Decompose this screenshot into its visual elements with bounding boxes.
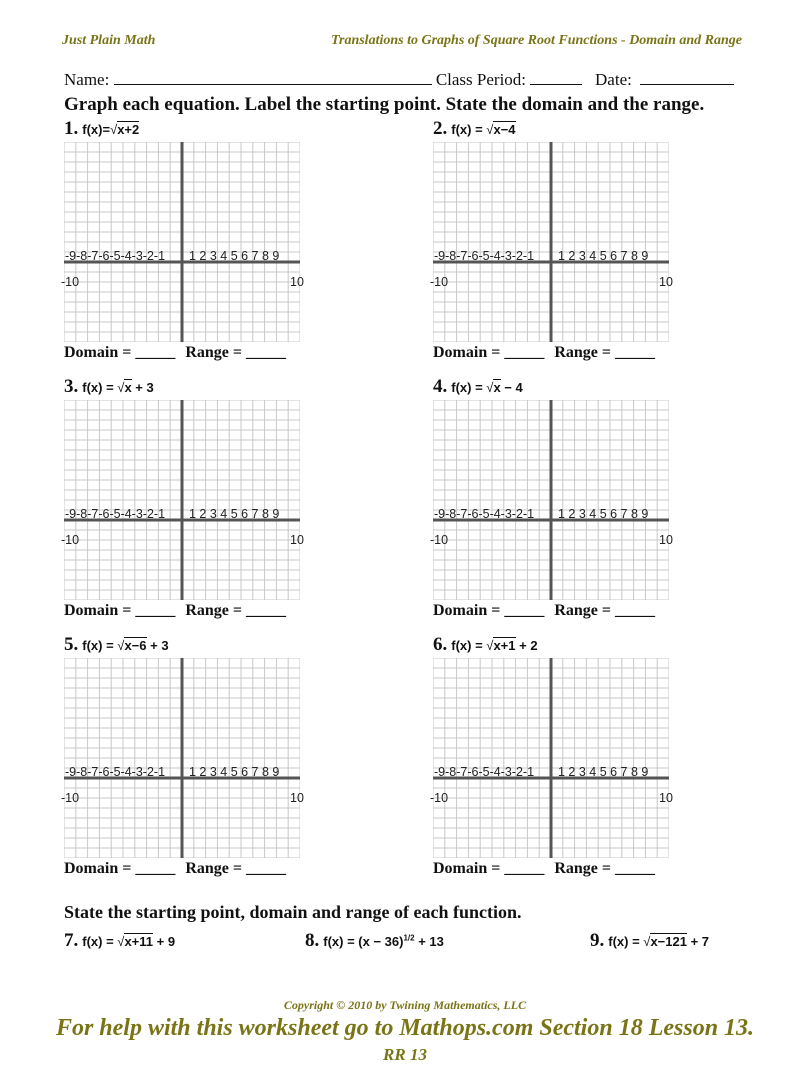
radicand: x−6 bbox=[124, 638, 147, 653]
x-axis-right-end: 10 bbox=[659, 533, 673, 547]
problem-number: 6. bbox=[433, 634, 448, 655]
radicand: x−121 bbox=[650, 934, 687, 949]
problem-number: 1. bbox=[64, 118, 79, 139]
x-axis-left-end: -10 bbox=[61, 275, 80, 289]
radical-sign: √ bbox=[117, 380, 125, 395]
x-axis-right-end: 10 bbox=[659, 791, 673, 805]
x-axis-left-end: -10 bbox=[430, 533, 449, 547]
range-label: Range = _____ bbox=[185, 860, 287, 877]
graph-area bbox=[433, 400, 669, 600]
coordinate-grid[interactable] bbox=[433, 400, 669, 600]
graph-area bbox=[64, 658, 300, 858]
section2-title: State the starting point, domain and range of each function. bbox=[64, 902, 522, 922]
range-label: Range = _____ bbox=[554, 860, 656, 877]
x-axis-negative-labels: -9-8-7-6-5-4-3-2-1 bbox=[65, 765, 166, 779]
formula-suffix: − 4 bbox=[500, 380, 523, 395]
radicand: x+2 bbox=[117, 122, 140, 137]
x-axis-positive-labels: 1 2 3 4 5 6 7 8 9 bbox=[189, 507, 280, 521]
coordinate-grid[interactable] bbox=[64, 142, 300, 342]
exponent: 1/2 bbox=[403, 933, 415, 943]
domain-label: Domain = _____ bbox=[64, 344, 176, 361]
formula-suffix: + 13 bbox=[414, 934, 444, 949]
radical-sign: √ bbox=[110, 122, 118, 137]
x-axis-positive-labels: 1 2 3 4 5 6 7 8 9 bbox=[189, 765, 280, 779]
formula-suffix: + 2 bbox=[515, 638, 538, 653]
x-axis-left-end: -10 bbox=[61, 533, 80, 547]
x-axis-positive-labels: 1 2 3 4 5 6 7 8 9 bbox=[558, 765, 649, 779]
coordinate-grid[interactable] bbox=[64, 400, 300, 600]
problem-title bbox=[64, 634, 169, 656]
class-period-blank bbox=[530, 70, 582, 85]
problem-number: 3. bbox=[64, 376, 79, 397]
function-problem bbox=[590, 930, 709, 952]
worksheet-code: RR 13 bbox=[383, 1045, 427, 1064]
domain-range-line bbox=[64, 602, 286, 620]
graph-area bbox=[64, 142, 300, 342]
function-formula bbox=[82, 122, 139, 137]
radical-sign: √ bbox=[117, 934, 125, 949]
radicand: x bbox=[124, 380, 132, 395]
function-formula bbox=[451, 380, 522, 395]
range-label: Range = _____ bbox=[554, 344, 656, 361]
x-axis-negative-labels: -9-8-7-6-5-4-3-2-1 bbox=[434, 507, 535, 521]
x-axis-left-end: -10 bbox=[61, 791, 80, 805]
formula-suffix: + 7 bbox=[686, 934, 709, 949]
graph-area bbox=[64, 400, 300, 600]
x-axis-negative-labels: -9-8-7-6-5-4-3-2-1 bbox=[434, 765, 535, 779]
function-formula bbox=[323, 934, 444, 949]
x-axis-negative-labels: -9-8-7-6-5-4-3-2-1 bbox=[65, 249, 166, 263]
radical-sign: √ bbox=[643, 934, 651, 949]
radical-sign: √ bbox=[486, 380, 494, 395]
problem-number: 8. bbox=[305, 930, 320, 951]
formula-prefix: f(x) = (x − 36) bbox=[323, 934, 404, 949]
problem-title bbox=[433, 118, 516, 140]
problem-title bbox=[64, 118, 139, 140]
x-axis-right-end: 10 bbox=[290, 275, 304, 289]
x-axis-right-end: 10 bbox=[290, 533, 304, 547]
domain-range-line bbox=[433, 344, 655, 362]
domain-label: Domain = _____ bbox=[433, 344, 545, 361]
domain-label: Domain = _____ bbox=[64, 860, 176, 877]
function-problem bbox=[305, 930, 444, 952]
problem-title bbox=[433, 376, 523, 398]
name-line bbox=[64, 70, 734, 90]
x-axis-positive-labels: 1 2 3 4 5 6 7 8 9 bbox=[189, 249, 280, 263]
x-axis-positive-labels: 1 2 3 4 5 6 7 8 9 bbox=[558, 507, 649, 521]
graph-area bbox=[433, 142, 669, 342]
domain-range-line bbox=[64, 860, 286, 878]
function-formula bbox=[451, 638, 537, 653]
formula-prefix: f(x) = bbox=[82, 934, 118, 949]
x-axis-right-end: 10 bbox=[290, 791, 304, 805]
x-axis-left-end: -10 bbox=[430, 791, 449, 805]
formula-prefix: f(x) = bbox=[608, 934, 644, 949]
formula-prefix: f(x)= bbox=[82, 122, 111, 137]
formula-prefix: f(x) = bbox=[82, 638, 118, 653]
problem-number: 2. bbox=[433, 118, 448, 139]
name-label: Name: bbox=[64, 70, 110, 89]
function-formula bbox=[82, 380, 153, 395]
radicand: x−4 bbox=[493, 122, 516, 137]
function-formula bbox=[451, 122, 515, 137]
x-axis-right-end: 10 bbox=[659, 275, 673, 289]
problem-title bbox=[433, 634, 538, 656]
instructions: Graph each equation. Label the starting point. State the domain and the range. bbox=[64, 94, 705, 115]
header-left: Just Plain Math bbox=[62, 33, 156, 48]
domain-range-line bbox=[433, 602, 655, 620]
formula-prefix: f(x) = bbox=[451, 380, 487, 395]
problem-number: 4. bbox=[433, 376, 448, 397]
domain-label: Domain = _____ bbox=[64, 602, 176, 619]
name-blank bbox=[114, 70, 432, 85]
function-formula bbox=[82, 638, 168, 653]
radical-sign: √ bbox=[486, 638, 494, 653]
coordinate-grid[interactable] bbox=[433, 658, 669, 858]
radicand: x bbox=[493, 380, 501, 395]
domain-range-line bbox=[64, 344, 286, 362]
formula-suffix: + 3 bbox=[131, 380, 154, 395]
range-label: Range = _____ bbox=[185, 602, 287, 619]
copyright: Copyright © 2010 by Twining Mathematics, LLC bbox=[283, 998, 527, 1012]
formula-prefix: f(x) = bbox=[82, 380, 118, 395]
x-axis-left-end: -10 bbox=[430, 275, 449, 289]
radical-sign: √ bbox=[486, 122, 494, 137]
radical-sign: √ bbox=[117, 638, 125, 653]
graph-area bbox=[433, 658, 669, 858]
coordinate-grid[interactable] bbox=[64, 658, 300, 858]
formula-prefix: f(x) = bbox=[451, 638, 487, 653]
coordinate-grid[interactable] bbox=[433, 142, 669, 342]
header-right: Translations to Graphs of Square Root Functions - Domain and Range bbox=[330, 33, 742, 48]
range-label: Range = _____ bbox=[185, 344, 287, 361]
problem-number: 5. bbox=[64, 634, 79, 655]
radicand: x+11 bbox=[124, 934, 154, 949]
formula-suffix: + 9 bbox=[153, 934, 176, 949]
x-axis-negative-labels: -9-8-7-6-5-4-3-2-1 bbox=[65, 507, 166, 521]
formula-suffix: + 3 bbox=[146, 638, 169, 653]
radicand: x+1 bbox=[493, 638, 516, 653]
domain-label: Domain = _____ bbox=[433, 860, 545, 877]
function-problem bbox=[64, 930, 175, 952]
formula-prefix: f(x) = bbox=[451, 122, 487, 137]
help-text: For help with this worksheet go to Mathops.com Section 18 Lesson 13. bbox=[55, 1015, 755, 1041]
date-blank bbox=[640, 70, 734, 85]
problem-number: 7. bbox=[64, 930, 79, 951]
problem-number: 9. bbox=[590, 930, 605, 951]
class-period-label: Class Period: bbox=[435, 70, 527, 89]
range-label: Range = _____ bbox=[554, 602, 656, 619]
x-axis-positive-labels: 1 2 3 4 5 6 7 8 9 bbox=[558, 249, 649, 263]
date-label: Date: bbox=[595, 70, 632, 89]
function-formula bbox=[82, 934, 175, 949]
domain-label: Domain = _____ bbox=[433, 602, 545, 619]
function-formula bbox=[608, 934, 709, 949]
x-axis-negative-labels: -9-8-7-6-5-4-3-2-1 bbox=[434, 249, 535, 263]
domain-range-line bbox=[433, 860, 655, 878]
problem-title bbox=[64, 376, 154, 398]
